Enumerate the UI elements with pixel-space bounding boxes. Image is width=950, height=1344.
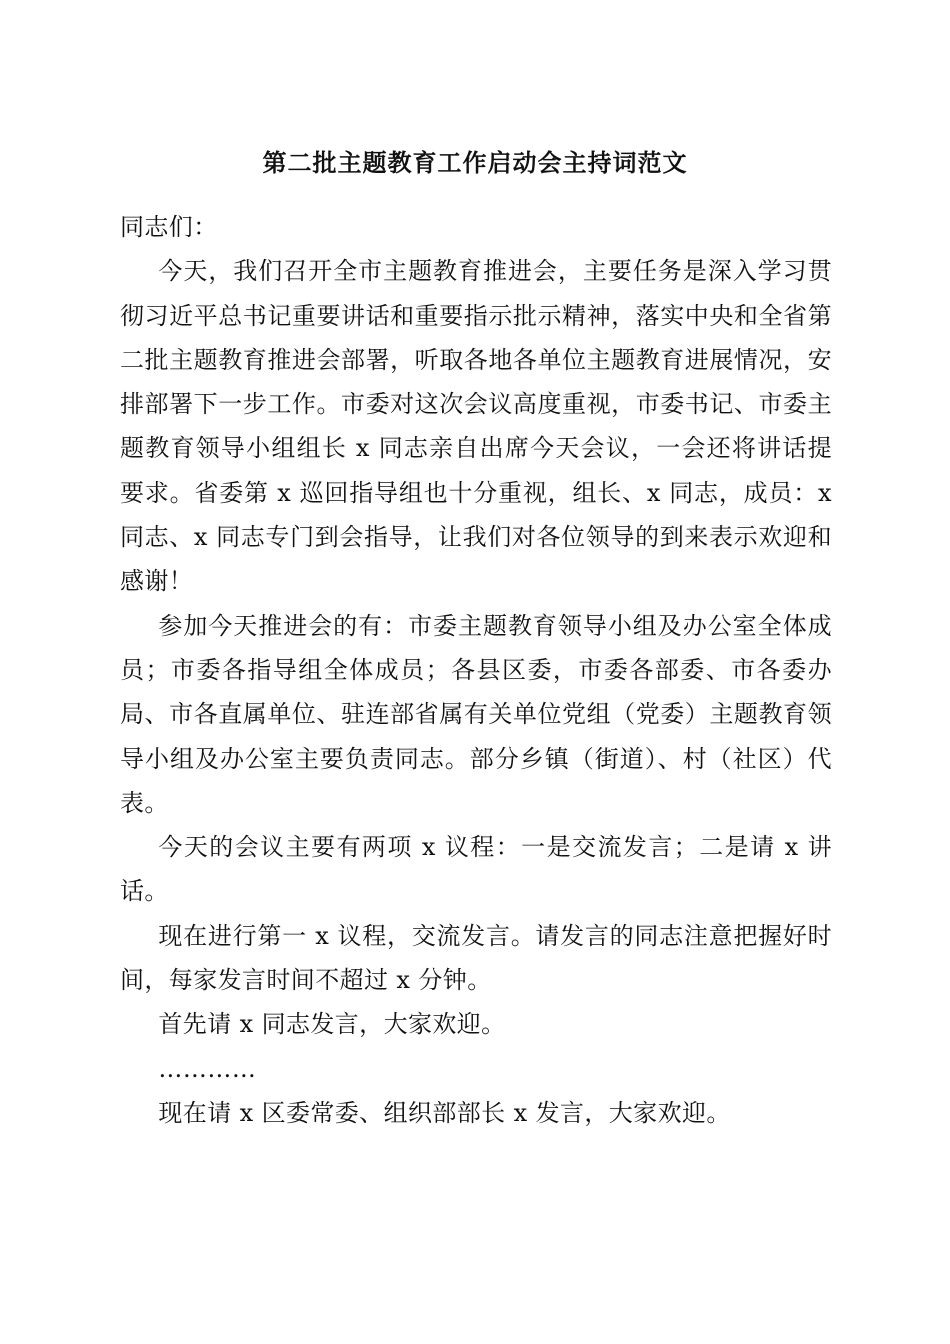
paragraph-first-speaker: 首先请 x 同志发言，大家欢迎。 [158, 1010, 506, 1039]
document-body [120, 205, 832, 1135]
document-title: 第二批主题教育工作启动会主持词范文 [262, 148, 688, 177]
paragraph-attendees: 参加今天推进会的有：市委主题教育领导小组及办公室全体成员；市委各指导组全体成员；各县区委，市委各部委、市各委办局、市各直属单位、驻连部省属有关单位党组（党委）主题教育领导小组及办公室主要负责同志。部分乡镇（街道）、村（社区）代表。 [120, 611, 832, 817]
paragraph-first-item: 现在进行第一 x 议程，交流发言。请发言的同志注意把握好时间，每家发言时间不超过 x 分钟。 [120, 921, 832, 995]
salutation: 同志们： [120, 213, 218, 241]
paragraph-opening: 今天，我们召开全市主题教育推进会，主要任务是深入学习贯彻习近平总书记重要讲话和重要指示批示精神，落实中央和全省第二批主题教育推进会部署，听取各地各单位主题教育进展情况，安排部署下一步工作。市委对这次会议高度重视，市委书记、市委主题教育领导小组组长 x 同志亲自出席今天会议，一会还将讲话提要求。省委第 x 巡回指导组也十分重视，组长、x 同志，成员：x 同志、x 同志专门到会指导，让我们对各位领导的到来表示欢迎和感谢！ [120, 257, 832, 596]
paragraph-agenda: 今天的会议主要有两项 x 议程：一是交流发言；二是请 x 讲话。 [120, 833, 832, 906]
paragraph-next-speaker: 现在请 x 区委常委、组织部部长 x 发言，大家欢迎。 [158, 1098, 731, 1127]
ellipsis-line: ………… [158, 1054, 257, 1083]
